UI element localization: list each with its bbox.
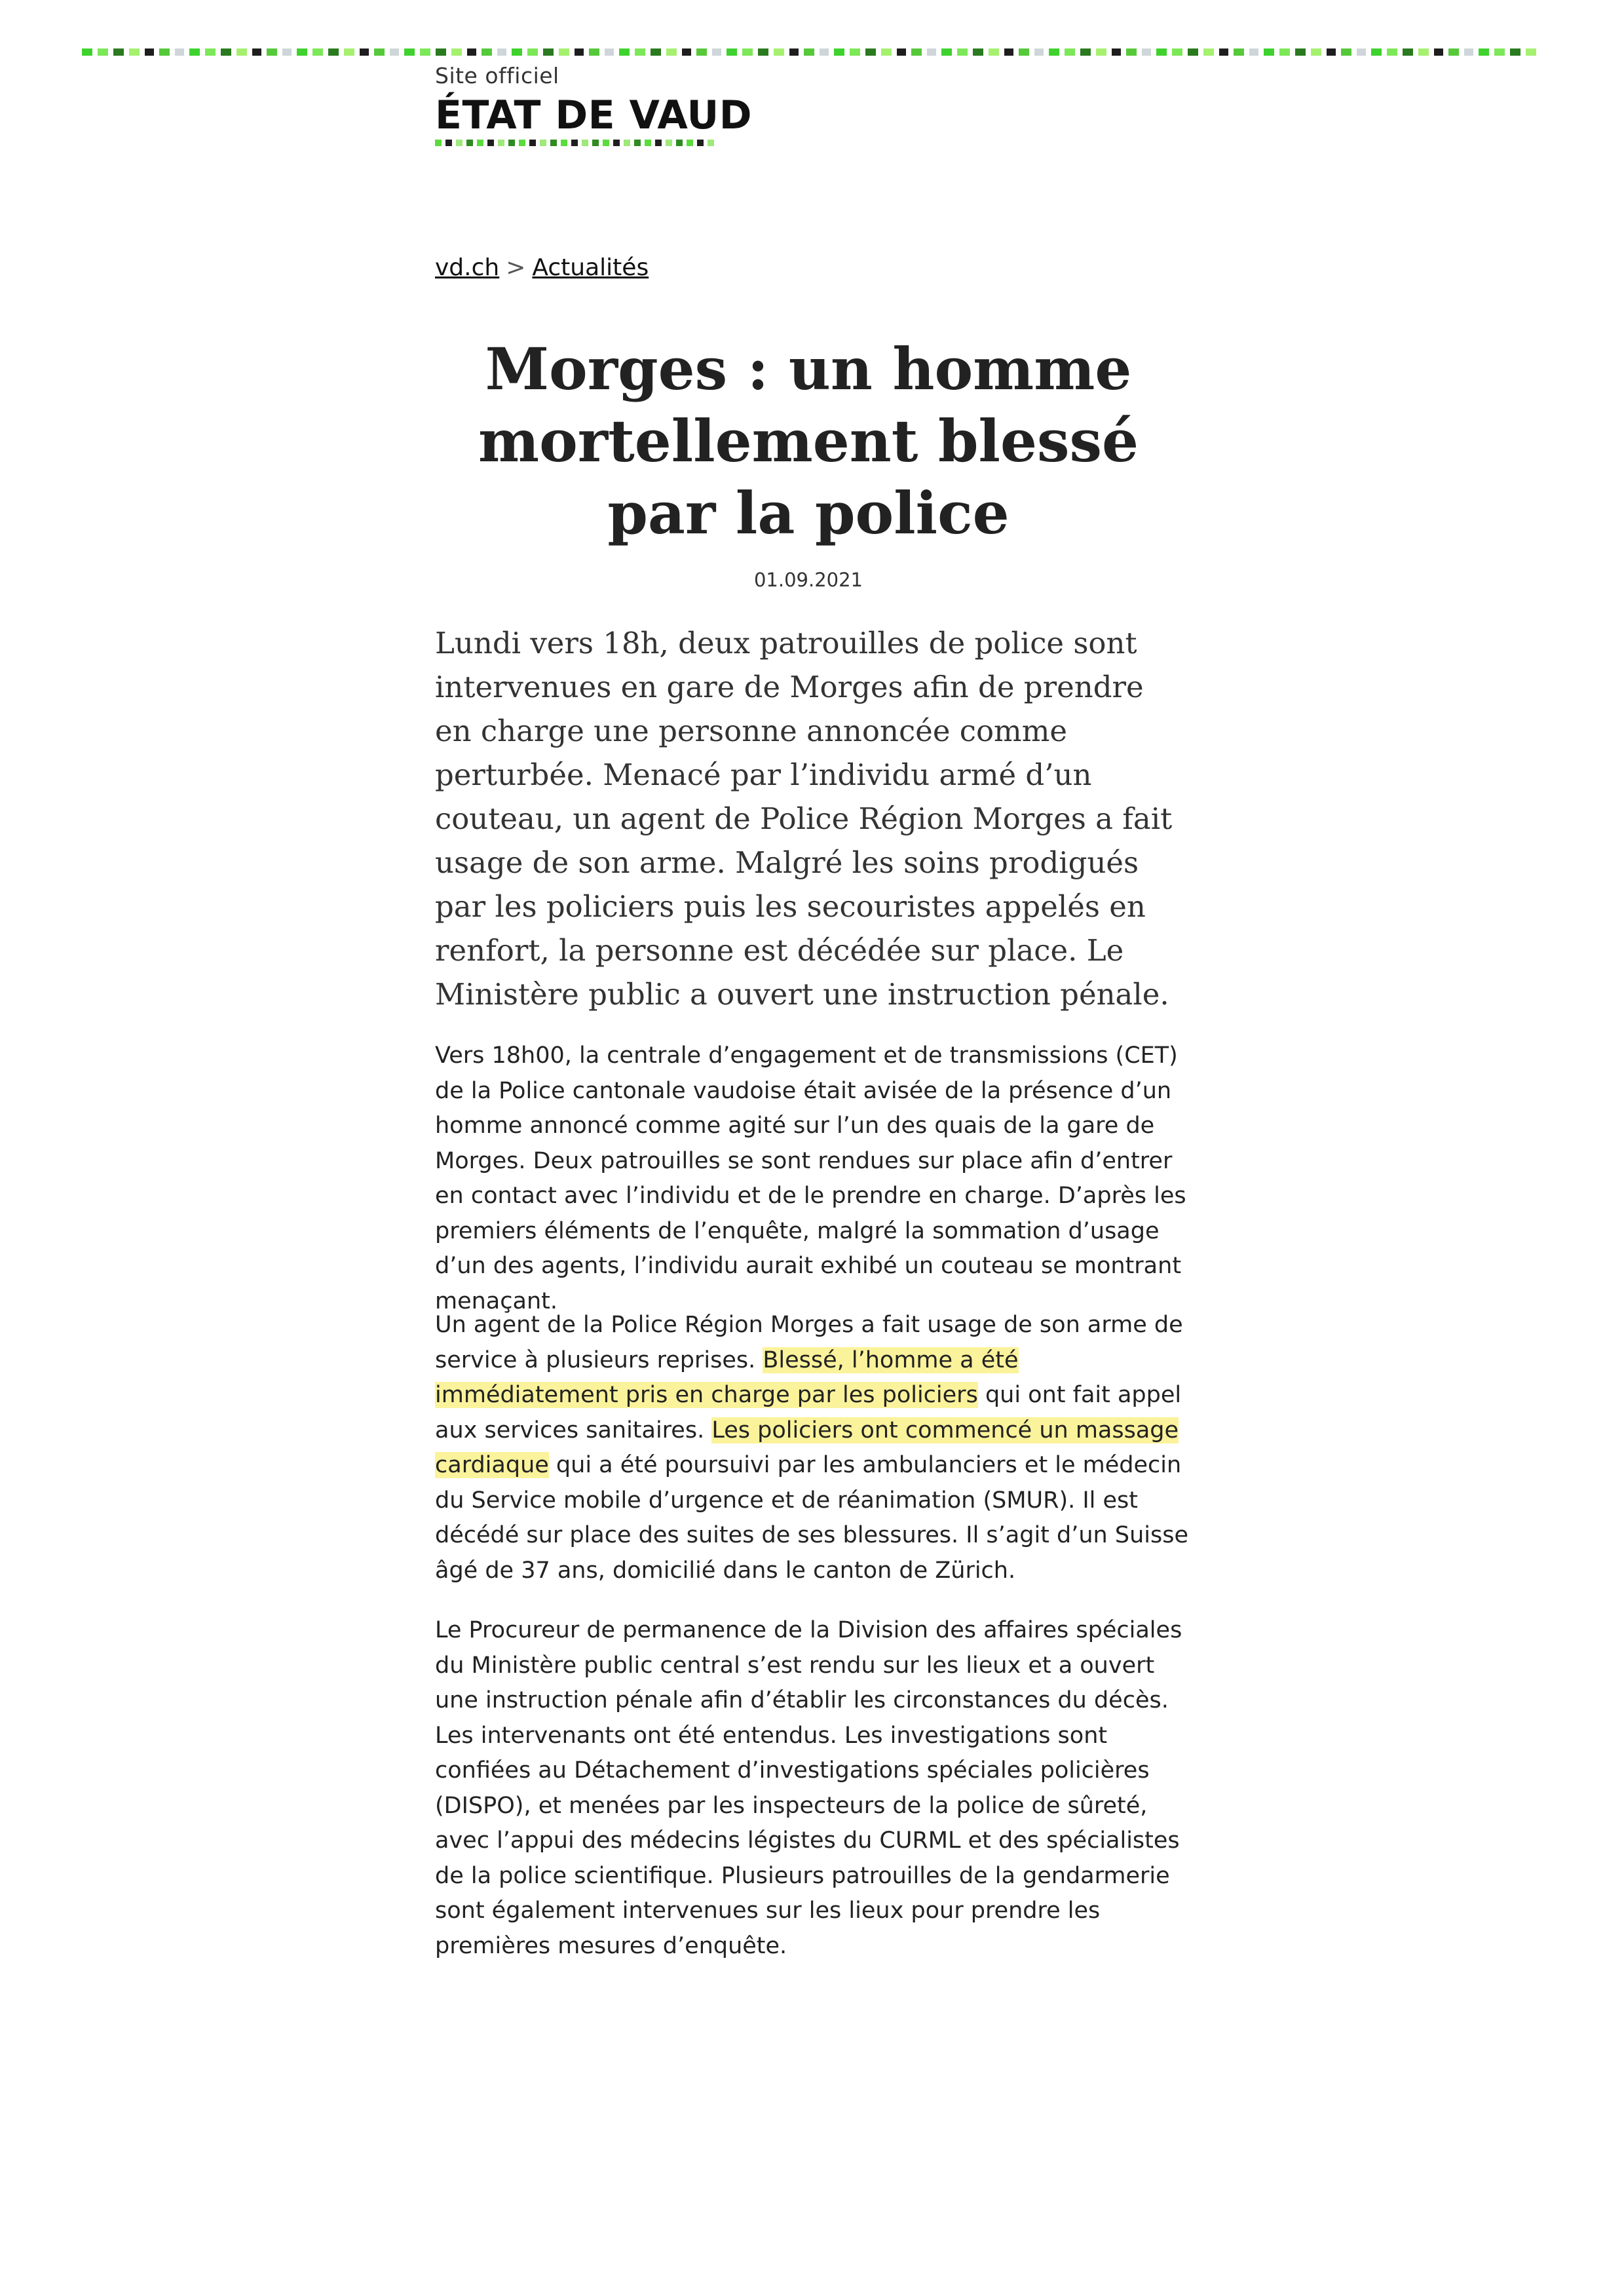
site-logo[interactable]: [435, 63, 752, 146]
breadcrumb-section-link[interactable]: Actualités: [532, 254, 649, 281]
breadcrumb-home-link[interactable]: vd.ch: [435, 254, 500, 281]
article-title: Morges : un homme mortellement blessé par la police: [478, 335, 1139, 547]
paragraph-2-text-3: qui a été poursuivi par les ambulanciers et le médecin du Service mobile d’urgence et de réanimation (SMUR). Il est décédé sur place des suites de ses blessures. Il s’agit d’un Suisse âgé de 37 ans, domicilié dans le canton de Zürich.: [435, 1452, 1188, 1584]
highlighted-text-2: Les policiers ont commencé un massage cardiaque: [435, 1417, 1179, 1478]
breadcrumb: [435, 254, 649, 281]
site-name: ÉTAT DE VAUD: [435, 92, 753, 138]
article-date: 01.09.2021: [753, 569, 863, 591]
breadcrumb-separator: >: [506, 254, 526, 281]
header-color-stripe: [82, 48, 1540, 56]
paragraph-2-text-2: qui ont fait appel aux services sanitaires.: [435, 1382, 1182, 1443]
logo-underline-stripe: [435, 140, 717, 146]
article-paragraph-3: Le Procureur de permanence de la Division des affaires spéciales du Ministère public central s’est rendu sur les lieux et a ouvert une instruction pénale afin d’établir les circonstances du décès. Les intervenants ont été entendus. Les investigations sont confiées au Détachement d’investigations spéciales policières (DISPO), et menées par les inspecteurs de la police de sûreté, avec l’appui des médecins légistes du CURML et des spécialistes de la police scientifique. Plusieurs patrouilles de la gendarmerie sont également intervenues sur les lieux pour prendre les premières mesures d’enquête.: [435, 1617, 1182, 1959]
paragraph-2-text-1: Un agent de la Police Région Morges a fait usage de son arme de service à plusieurs reprises.: [435, 1312, 1183, 1373]
article-lead: Lundi vers 18h, deux patrouilles de police sont intervenues en gare de Morges afin de prendre en charge une personne annoncée comme perturbée. Menacé par l’individu armé d’un couteau, un agent de Police Région Morges a fait usage de son arme. Malgré les soins prodigués par les policiers puis les secouristes appelés en renfort, la personne est décédée sur place. Le Ministère public a ouvert une instruction pénale.: [435, 626, 1173, 1012]
article-paragraph-1: Vers 18h00, la centrale d’engagement et de transmissions (CET) de la Police cantonale vaudoise était avisée de la présence d’un homme annoncé comme agité sur l’un des quais de la gare de Morges. Deux patrouilles se sont rendues sur place afin d’entrer en contact avec l’individu et de le prendre en charge. D’après les premiers éléments de l’enquête, malgré la sommation d’usage d’un des agents, l’individu aurait exhibé un couteau se montrant menaçant.: [435, 1042, 1186, 1314]
highlighted-text-1: Blessé, l’homme a été immédiatement pris en charge par les policiers: [435, 1347, 1019, 1408]
article-paragraph-2: [435, 1308, 1195, 1588]
site-official-label: Site officiel: [435, 63, 559, 88]
